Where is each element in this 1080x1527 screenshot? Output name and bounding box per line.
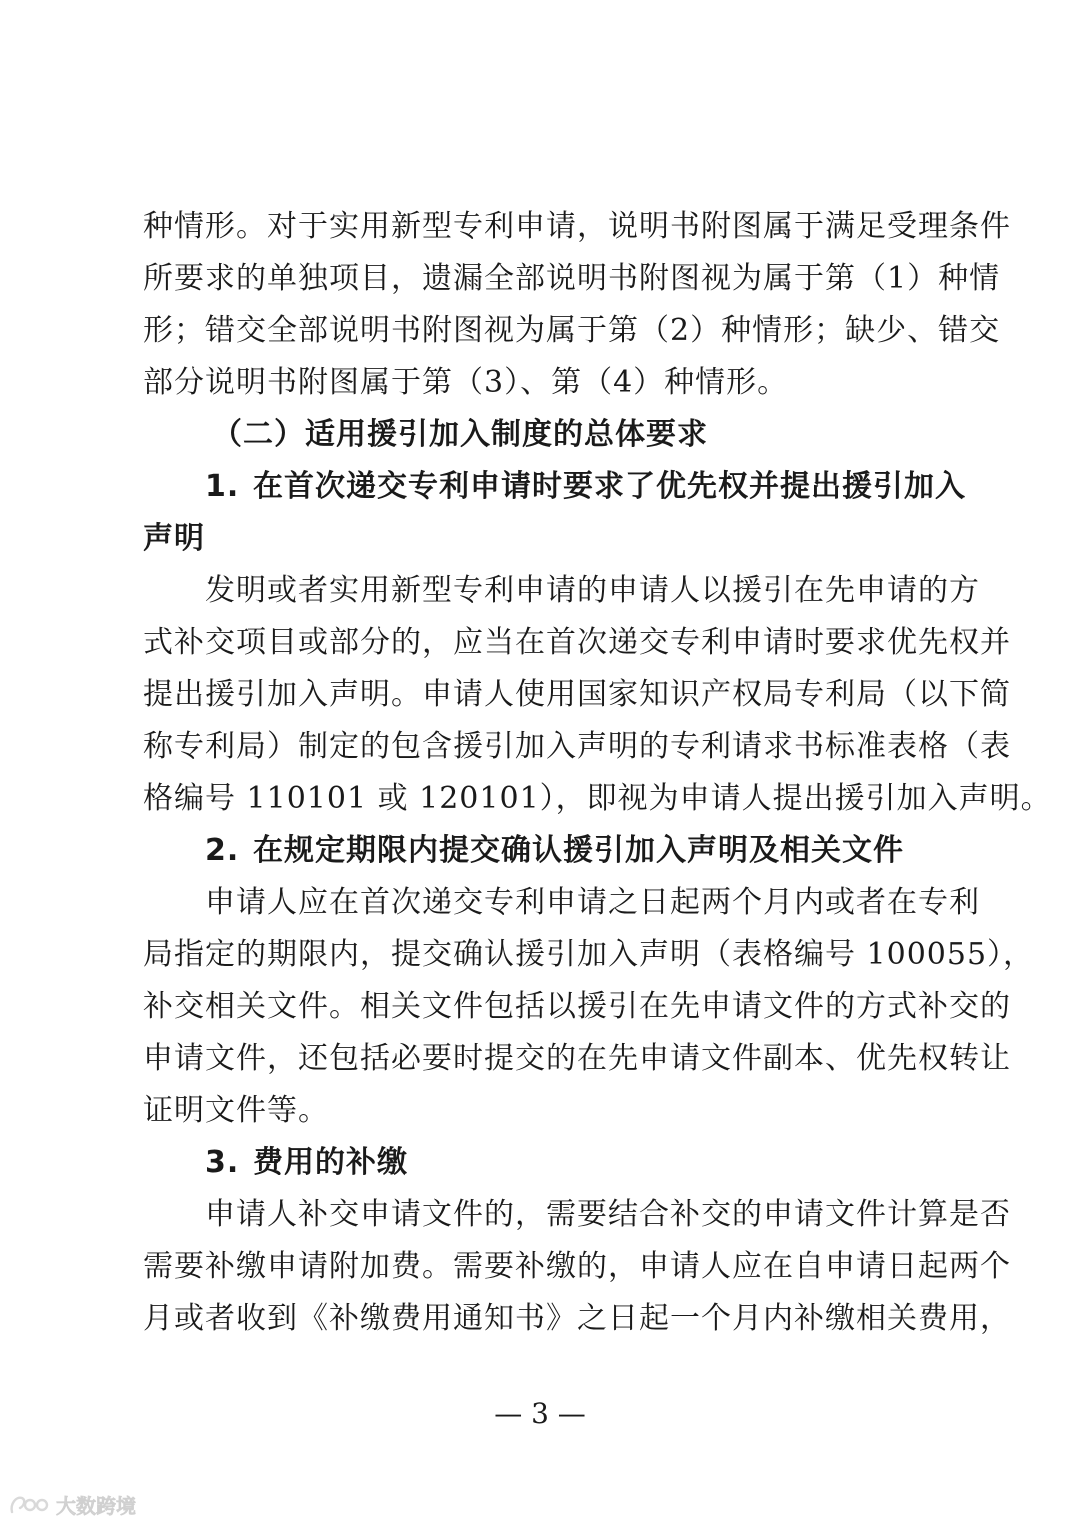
paragraph-line: 种情形。对于实用新型专利申请，说明书附图属于满足受理条件 [143,209,1011,244]
item-heading-text: 费用的补缴 [253,1145,408,1180]
item-heading [205,1137,943,1189]
item-number: 1. [205,469,240,504]
paragraph-line: 申请人补交申请文件的，需要结合补交的申请文件计算是否 [205,1197,1011,1232]
paragraph-line: 提出援引加入声明。申请人使用国家知识产权局专利局（以下简 [143,677,1011,712]
watermark-logo-icon [8,1492,52,1518]
paragraph-line: 称专利局）制定的包含援引加入声明的专利请求书标准表格（表 [143,729,1011,764]
item-heading [205,825,943,877]
item-heading-text: 在规定期限内提交确认援引加入声明及相关文件 [253,833,904,868]
paragraph-line: 补交相关文件。相关文件包括以援引在先申请文件的方式补交的 [143,989,1011,1024]
watermark-text: 大数跨境 [56,1494,136,1518]
paragraph-line: 需要补缴申请附加费。需要补缴的，申请人应在自申请日起两个 [143,1249,1011,1284]
paragraph-line: 格编号 110101 或 120101），即视为申请人提出援引加入声明。 [143,781,1052,816]
paragraph-line: 月或者收到《补缴费用通知书》之日起一个月内补缴相关费用， [143,1301,1011,1336]
paragraph-line: 形；错交全部说明书附图视为属于第（2）种情形；缺少、错交 [143,313,1001,348]
item-heading-continuation: 声明 [143,521,205,556]
page-number: — 3 — [494,1397,586,1430]
item-heading [205,461,966,513]
paragraph-line: 所要求的单独项目，遗漏全部说明书附图视为属于第（1）种情 [143,261,1001,296]
paragraph-line: 申请文件，还包括必要时提交的在先申请文件副本、优先权转让 [143,1041,1011,1076]
item-number: 3. [205,1145,240,1180]
item-heading-text: 在首次递交专利申请时要求了优先权并提出援引加入 [253,469,966,504]
item-number: 2. [205,833,240,868]
paragraph-line: 发明或者实用新型专利申请的申请人以援引在先申请的方 [205,573,980,608]
paragraph-line: 式补交项目或部分的，应当在首次递交专利申请时要求优先权并 [143,625,1011,660]
paragraph-line: 申请人应在首次递交专利申请之日起两个月内或者在专利 [205,885,980,920]
section-heading: （二）适用援引加入制度的总体要求 [212,417,708,452]
paragraph-line: 证明文件等。 [143,1093,329,1128]
paragraph-line: 部分说明书附图属于第（3）、第（4）种情形。 [143,365,789,400]
watermark [8,1490,136,1519]
paragraph-line: 局指定的期限内，提交确认援引加入声明（表格编号 100055）， [143,937,1035,972]
